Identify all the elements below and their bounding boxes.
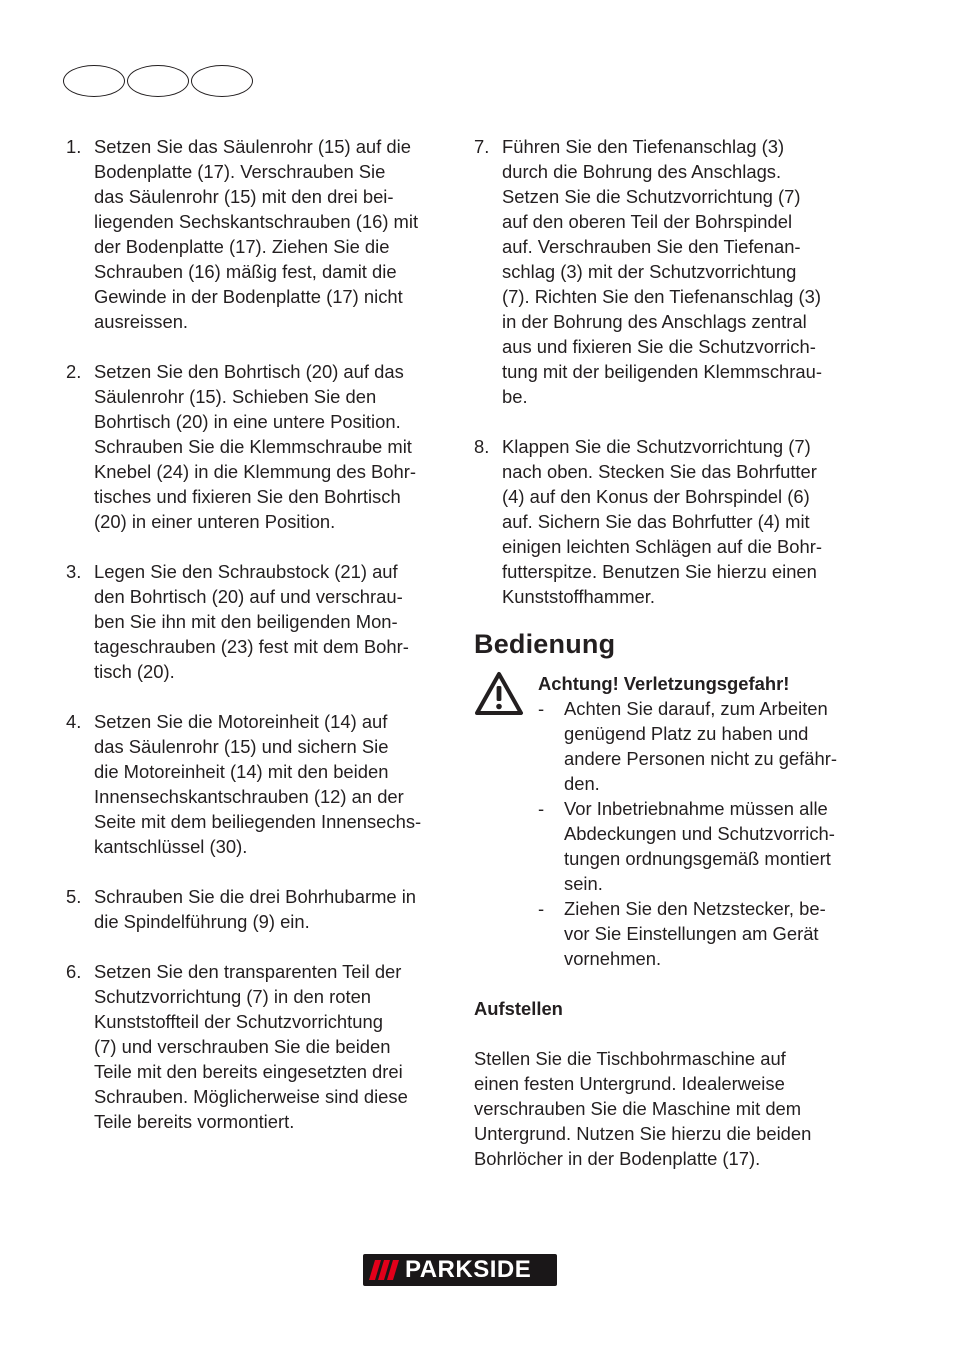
- warning-bullet: [538, 696, 874, 796]
- step-item: [66, 134, 450, 334]
- step-number: 3.: [66, 561, 82, 582]
- text-line: liegenden Sechskantschrauben (16) mit: [94, 211, 419, 232]
- text-line: tung mit der beiligenden Klemmschrau-: [502, 361, 822, 382]
- text-line: durch die Bohrung des Anschlags.: [502, 161, 782, 182]
- text-line: Schrauben Sie die Klemmschraube mit: [94, 436, 412, 457]
- text-line: nach oben. Stecken Sie das Bohrfutter: [502, 461, 817, 482]
- text-line: einen festen Untergrund. Idealerweise: [474, 1073, 785, 1094]
- step-text: [94, 559, 450, 684]
- text-line: das Säulenrohr (15) mit den drei bei-: [94, 186, 394, 207]
- step-number: 7.: [474, 136, 490, 157]
- text-line: futterspitze. Benutzen Sie hierzu einen: [502, 561, 817, 582]
- text-line: die Spindelführung (9) ein.: [94, 911, 310, 932]
- text-line: Kunststoffhammer.: [502, 586, 655, 607]
- step-text: [94, 134, 450, 334]
- step-text: [502, 434, 874, 609]
- language-oval: [63, 65, 125, 97]
- language-oval: [191, 65, 253, 97]
- text-line: Klappen Sie die Schutzvorrichtung (7): [502, 436, 811, 457]
- text-line: das Säulenrohr (15) und sichern Sie: [94, 736, 389, 757]
- text-line: auf. Sichern Sie das Bohrfutter (4) mit: [502, 511, 810, 532]
- bullet-dash: -: [538, 698, 545, 719]
- warning-block: [474, 671, 874, 971]
- text-line: aus und fixieren Sie die Schutzvorrich-: [502, 336, 816, 357]
- language-ovals: [63, 65, 253, 99]
- text-line: Teile bereits vormontiert.: [94, 1111, 295, 1132]
- text-line: vor Sie Einstellungen am Gerät: [564, 923, 819, 944]
- text-line: verschrauben Sie die Maschine mit dem: [474, 1098, 802, 1119]
- text-line: Bodenplatte (17). Verschrauben Sie: [94, 161, 386, 182]
- step-number: 1.: [66, 136, 82, 157]
- text-line: Knebel (24) in die Klemmung des Bohr-: [94, 461, 417, 482]
- section-title: Bedienung: [474, 629, 616, 659]
- bullet-text: [564, 696, 874, 796]
- step-item: [66, 359, 450, 534]
- text-line: kantschlüssel (30).: [94, 836, 248, 857]
- text-line: tisches und fixieren Sie den Bohrtisch: [94, 486, 401, 507]
- text-line: Schutzvorrichtung (7) in den roten: [94, 986, 372, 1007]
- text-line: ben Sie ihn mit den beiligenden Mon-: [94, 611, 398, 632]
- text-line: den.: [564, 773, 600, 794]
- text-line: tageschrauben (23) fest mit dem Bohr-: [94, 636, 409, 657]
- text-line: der Bodenplatte (17). Ziehen Sie die: [94, 236, 390, 257]
- text-line: auf den oberen Teil der Bohrspindel: [502, 211, 793, 232]
- step-item: [66, 884, 450, 934]
- warning-body: [538, 671, 874, 971]
- left-column: [66, 134, 450, 1134]
- step-number: 6.: [66, 961, 82, 982]
- text-line: schlag (3) mit der Schutzvorrichtung: [502, 261, 797, 282]
- text-line: Vor Inbetriebnahme müssen alle: [564, 798, 828, 819]
- logo-text: PARKSIDE: [405, 1256, 532, 1283]
- text-line: vornehmen.: [564, 948, 662, 969]
- warning-bullet: [538, 796, 874, 896]
- warning-triangle-icon: [474, 671, 538, 971]
- text-line: tungen ordnungsgemäß montiert: [564, 848, 831, 869]
- step-number: 5.: [66, 886, 82, 907]
- language-oval: [127, 65, 189, 97]
- step-text: [94, 359, 450, 534]
- subsection-title: Aufstellen: [474, 998, 563, 1019]
- text-line: den Bohrtisch (20) auf und verschrau-: [94, 586, 403, 607]
- text-line: tisch (20).: [94, 661, 175, 682]
- bullet-text: [564, 796, 874, 896]
- text-line: Stellen Sie die Tischbohrmaschine auf: [474, 1048, 786, 1069]
- bullet-text: [564, 896, 874, 971]
- text-line: ausreissen.: [94, 311, 189, 332]
- text-line: (7) und verschrauben Sie die beiden: [94, 1036, 391, 1057]
- step-number: 8.: [474, 436, 490, 457]
- step-text: [502, 134, 874, 409]
- step-item: [66, 559, 450, 684]
- step-item: [474, 434, 874, 609]
- text-line: Setzen Sie die Schutzvorrichtung (7): [502, 186, 801, 207]
- text-line: in der Bohrung des Anschlags zentral: [502, 311, 807, 332]
- text-line: Teile mit den bereits eingesetzten drei: [94, 1061, 403, 1082]
- warning-title: Achtung! Verletzungsgefahr!: [538, 673, 790, 694]
- text-line: Bohrlöcher in der Bodenplatte (17).: [474, 1148, 761, 1169]
- text-line: Abdeckungen und Schutzvorrich-: [564, 823, 835, 844]
- step-item: [66, 709, 450, 859]
- text-line: die Motoreinheit (14) mit den beiden: [94, 761, 389, 782]
- text-line: auf. Verschrauben Sie den Tiefenan-: [502, 236, 801, 257]
- text-line: (4) auf den Konus der Bohrspindel (6): [502, 486, 810, 507]
- text-line: Bohrtisch (20) in eine untere Position.: [94, 411, 401, 432]
- text-line: Gewinde in der Bodenplatte (17) nicht: [94, 286, 403, 307]
- text-line: Seite mit dem beiliegenden Innensechs-: [94, 811, 422, 832]
- text-line: einigen leichten Schlägen auf die Bohr-: [502, 536, 823, 557]
- text-line: be.: [502, 386, 528, 407]
- text-line: andere Personen nicht zu gefähr-: [564, 748, 837, 769]
- warning-bullet: [538, 896, 874, 971]
- right-steps: [474, 134, 874, 609]
- text-line: Schrauben (16) mäßig fest, damit die: [94, 261, 397, 282]
- right-column: [474, 134, 874, 1171]
- text-line: Setzen Sie das Säulenrohr (15) auf die: [94, 136, 411, 157]
- step-number: 4.: [66, 711, 82, 732]
- text-line: Legen Sie den Schraubstock (21) auf: [94, 561, 398, 582]
- warning-bullets: [538, 696, 874, 971]
- text-line: Führen Sie den Tiefenanschlag (3): [502, 136, 785, 157]
- text-line: Kunststoffteil der Schutzvorrichtung: [94, 1011, 383, 1032]
- step-number: 2.: [66, 361, 82, 382]
- text-line: sein.: [564, 873, 603, 894]
- text-line: Setzen Sie den transparenten Teil der: [94, 961, 402, 982]
- text-line: Schrauben Sie die drei Bohrhubarme in: [94, 886, 417, 907]
- text-line: Setzen Sie die Motoreinheit (14) auf: [94, 711, 388, 732]
- step-item: [474, 134, 874, 409]
- parkside-logo: [363, 1254, 557, 1286]
- step-text: [94, 884, 450, 934]
- text-line: (20) in einer unteren Position.: [94, 511, 336, 532]
- bullet-dash: -: [538, 898, 545, 919]
- text-line: Schrauben. Möglicherweise sind diese: [94, 1086, 408, 1107]
- step-text: [94, 709, 450, 859]
- text-line: Achten Sie darauf, zum Arbeiten: [564, 698, 828, 719]
- text-line: Untergrund. Nutzen Sie hierzu die beiden: [474, 1123, 812, 1144]
- text-line: Ziehen Sie den Netzstecker, be-: [564, 898, 826, 919]
- text-line: (7). Richten Sie den Tiefenanschlag (3): [502, 286, 821, 307]
- text-line: Säulenrohr (15). Schieben Sie den: [94, 386, 377, 407]
- text-line: Innensechskantschrauben (12) an der: [94, 786, 404, 807]
- aufstellen-paragraph: [474, 1046, 874, 1171]
- text-line: Setzen Sie den Bohrtisch (20) auf das: [94, 361, 404, 382]
- step-item: [66, 959, 450, 1134]
- text-line: genügend Platz zu haben und: [564, 723, 809, 744]
- bullet-dash: -: [538, 798, 545, 819]
- step-text: [94, 959, 450, 1134]
